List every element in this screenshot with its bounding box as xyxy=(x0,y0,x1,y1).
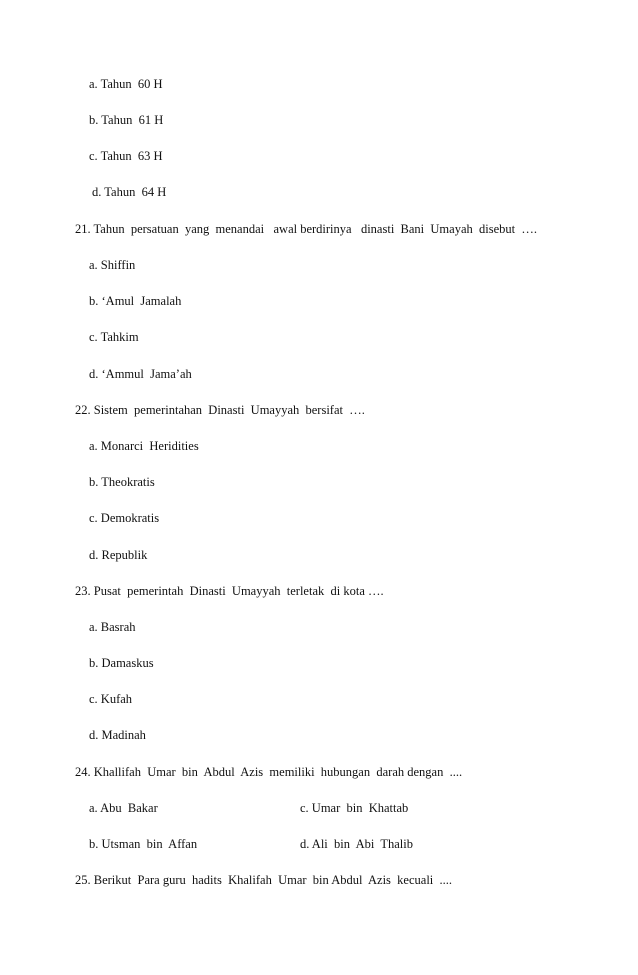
q22-option-a: a. Monarci Heridities xyxy=(89,439,199,453)
q24-option-a: a. Abu Bakar xyxy=(89,801,158,815)
q20-option-b: b. Tahun 61 H xyxy=(89,113,164,127)
q23-option-d: d. Madinah xyxy=(89,728,146,742)
question-25: 25. Berikut Para guru hadits Khalifah Umar bin Abdul Azis kecuali .... xyxy=(75,873,453,887)
q23-option-c: c. Kufah xyxy=(89,692,133,706)
q22-option-d: d. Republik xyxy=(89,548,148,562)
q22-option-c: c. Demokratis xyxy=(89,511,160,525)
question-24: 24. Khallifah Umar bin Abdul Azis memiliki hubungan darah dengan .... xyxy=(75,765,463,779)
q21-option-c: c. Tahkim xyxy=(89,330,139,344)
q21-option-b: b. ‘Amul Jamalah xyxy=(89,294,182,308)
q24-option-c: c. Umar bin Khattab xyxy=(300,801,409,815)
question-21: 21. Tahun persatuan yang menandai awal berdirinya dinasti Bani Umayah disebut …. xyxy=(75,222,537,236)
question-22: 22. Sistem pemerintahan Dinasti Umayyah bersifat …. xyxy=(75,403,365,417)
q20-option-c: c. Tahun 63 H xyxy=(89,149,163,163)
question-23: 23. Pusat pemerintah Dinasti Umayyah terletak di kota …. xyxy=(75,584,384,598)
q21-option-d: d. ‘Ammul Jama’ah xyxy=(89,367,192,381)
q20-option-d: d. Tahun 64 H xyxy=(92,185,167,199)
q24-option-b: b. Utsman bin Affan xyxy=(89,837,198,851)
q23-option-b: b. Damaskus xyxy=(89,656,154,670)
q22-option-b: b. Theokratis xyxy=(89,475,155,489)
q21-option-a: a. Shiffin xyxy=(89,258,136,272)
q23-option-a: a. Basrah xyxy=(89,620,136,634)
q24-option-d: d. Ali bin Abi Thalib xyxy=(300,837,413,851)
q20-option-a: a. Tahun 60 H xyxy=(89,77,163,91)
